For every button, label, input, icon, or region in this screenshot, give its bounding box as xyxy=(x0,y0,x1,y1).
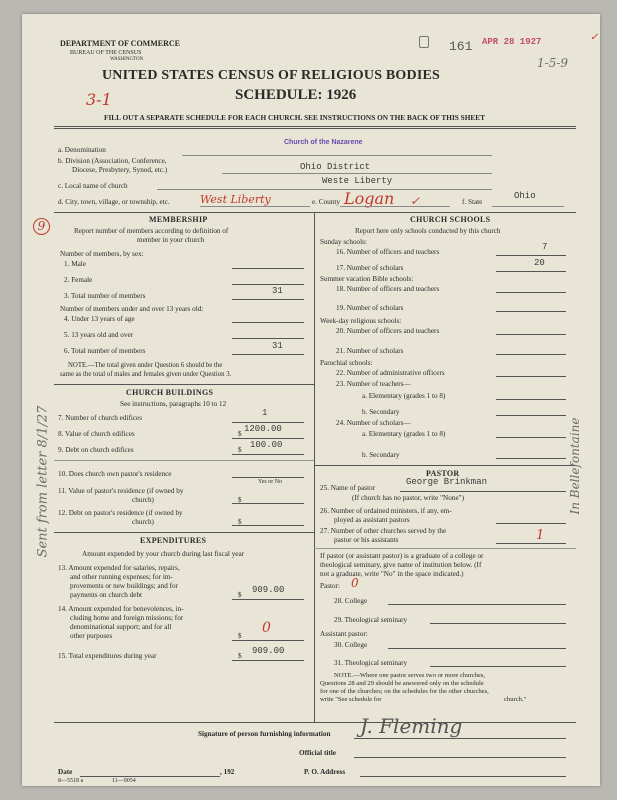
edifices-label: 7. Number of church edifices xyxy=(58,414,143,422)
division-label-2: Diocese, Presbytery, Synod, etc.) xyxy=(72,166,168,174)
division-value: Ohio District xyxy=(300,162,371,172)
benevolences-label-3: denominational support; and for all xyxy=(70,623,172,631)
red-code: 3-1 xyxy=(86,90,112,109)
pastor-name-line xyxy=(400,491,566,492)
residence-value-line xyxy=(232,503,304,504)
yes-no-hint: Yes or No xyxy=(258,479,283,485)
denomination-value: Church of the Nazarene xyxy=(284,139,363,146)
pastor-note-4b: church." xyxy=(504,696,527,703)
asst-college-line xyxy=(388,648,566,649)
residence-debt-label: 12. Debt on pastor's residence (if owned by xyxy=(58,509,183,517)
under13-line xyxy=(232,322,304,323)
running-expenses-amount: 909.00 xyxy=(252,585,285,595)
expenditures-divider xyxy=(54,532,314,533)
graduate-text: If pastor (or assistant pastor) is a graduate of a college or xyxy=(320,552,484,560)
city-value: West Liberty xyxy=(200,193,271,206)
dollar-sign-12: $ xyxy=(238,518,242,526)
residence-divider xyxy=(54,460,314,461)
sunday-scholars-label: 17. Number of scholars xyxy=(336,264,404,272)
print-number: 11—9054 xyxy=(112,778,136,784)
by-sex-label: Number of members, by sex: xyxy=(60,250,144,258)
pastor-seminary-line xyxy=(430,623,566,624)
dollar-sign-11: $ xyxy=(238,496,242,504)
date-year: , 192 xyxy=(220,768,235,776)
footer-divider xyxy=(54,722,576,723)
asst-seminary-line xyxy=(430,666,566,667)
scholars-label: 24. Number of scholars— xyxy=(336,419,411,427)
running-expenses-label: 13. Amount expended for salaries, repairs, xyxy=(58,564,180,572)
graduate-text-2: theological seminary, give name of institution below. (If xyxy=(320,561,482,569)
buildings-title: CHURCH BUILDINGS xyxy=(126,388,214,397)
stamp-number: 161 xyxy=(449,39,473,54)
over13-label: 5. 13 years old and over xyxy=(64,331,134,339)
assistants-label-2: ployed as assistant pastors xyxy=(334,516,410,524)
census-schedule-sheet xyxy=(22,14,600,786)
graduate-text-3: not a graduate, write "No" in the space indicated.) xyxy=(320,570,464,578)
circled-number: 9 xyxy=(33,218,50,235)
county-label: e. County xyxy=(312,198,340,206)
form-title: UNITED STATES CENSUS OF RELIGIOUS BODIES xyxy=(102,68,441,83)
state-label: f. State xyxy=(462,198,483,206)
running-expenses-line xyxy=(232,599,304,600)
identity-divider xyxy=(54,212,576,213)
department-name: DEPARTMENT OF COMMERCE xyxy=(60,39,181,48)
denomination-label: a. Denomination xyxy=(58,146,106,154)
graduate-divider xyxy=(314,548,576,549)
clip-mark-icon xyxy=(419,36,429,48)
division-label: b. Division (Association, Conference, xyxy=(58,157,167,165)
sunday-officers-line xyxy=(496,255,566,256)
total-members-6-value: 31 xyxy=(272,341,283,351)
sunday-officers-value: 7 xyxy=(542,242,548,252)
parochial-schools-label: Parochial schools: xyxy=(320,359,373,367)
header-divider-2 xyxy=(54,128,576,129)
expenditures-title: EXPENDITURES xyxy=(140,536,207,545)
male-label: 1. Male xyxy=(64,260,86,268)
instruction-line: FILL OUT A SEPARATE SCHEDULE FOR EACH CHURCH. SEE INSTRUCTIONS ON THE BACK OF THIS SHEET xyxy=(104,113,486,122)
address-label: P. O. Address xyxy=(304,768,346,776)
under13-label: 4. Under 13 years of age xyxy=(64,315,135,323)
residence-value-label: 11. Value of pastor's residence (if owned by xyxy=(58,487,184,495)
female-line xyxy=(232,284,304,285)
right-margin-note: In Bellefontaine xyxy=(568,417,582,515)
membership-intro-2: member in your church xyxy=(137,236,205,244)
other-churches-label: 27. Number of other churches served by the xyxy=(320,527,447,535)
scholars-secondary-label: b. Secondary xyxy=(362,451,400,459)
assistants-line xyxy=(496,523,566,524)
sunday-scholars-line xyxy=(496,271,566,272)
pastor-name-label: 25. Name of pastor xyxy=(320,484,376,492)
total-members-6-line xyxy=(232,354,304,355)
residence-debt-line xyxy=(232,525,304,526)
date-label: Date xyxy=(58,768,73,776)
pastor-note: NOTE.—Where one pastor serves two or more churches, xyxy=(334,672,486,679)
pastor-note-3: for one of the churches; on the schedules for the other churches, xyxy=(320,688,489,695)
admin-officers-label: 22. Number of administrative officers xyxy=(336,369,445,377)
denomination-line xyxy=(182,155,492,156)
teachers-secondary-label: b. Secondary xyxy=(362,408,400,416)
vacation-scholars-line xyxy=(496,311,566,312)
state-line xyxy=(492,206,564,207)
vacation-scholars-label: 19. Number of scholars xyxy=(336,304,404,312)
benevolences-amount: 0 xyxy=(262,620,271,636)
benevolences-line xyxy=(232,640,304,641)
bureau-name: BUREAU OF THE CENSUS xyxy=(70,50,142,56)
vacation-officers-line xyxy=(496,292,566,293)
age-label: Number of members under and over 13 years old: xyxy=(60,305,204,313)
local-name-line xyxy=(157,189,492,190)
pastor-grad-label: Pastor: xyxy=(320,582,340,590)
pencil-code: 1-5-9 xyxy=(537,56,569,70)
benevolences-label: 14. Amount expended for benevolences, in- xyxy=(58,605,184,613)
total-expenditures-amount: 909.00 xyxy=(252,646,285,656)
pastor-title: PASTOR xyxy=(426,469,460,478)
form-number: 8—5518 a xyxy=(58,778,84,784)
signature-value: J. Fleming xyxy=(360,714,463,738)
check-mark-icon: ✓ xyxy=(410,194,421,208)
expenditures-sub: Amount expended by your church during last fiscal year xyxy=(82,550,245,558)
edifice-debt-label: 9. Debt on church edifices xyxy=(58,446,134,454)
admin-officers-line xyxy=(496,376,566,377)
membership-note-2: same as the total of males and females given under Question 3. xyxy=(60,371,232,378)
weekday-officers-label: 20. Number of officers and teachers xyxy=(336,327,440,335)
pastor-name-note: (If church has no pastor, write "None") xyxy=(352,494,464,502)
asst-college-label: 30. College xyxy=(334,641,368,649)
pastor-grad-value: 0 xyxy=(351,576,359,590)
dollar-sign-8: $ xyxy=(238,430,242,438)
scholars-elementary-line xyxy=(496,437,566,438)
dollar-sign-13: $ xyxy=(238,591,242,599)
dollar-sign-9: $ xyxy=(238,446,242,454)
teachers-secondary-line xyxy=(496,415,566,416)
dollar-sign-15: $ xyxy=(238,652,242,660)
scholars-elementary-label: a. Elementary (grades 1 to 8) xyxy=(362,430,446,438)
over13-line xyxy=(232,338,304,339)
other-churches-label-2: pastor or his assistants xyxy=(334,536,399,544)
running-expenses-label-4: payments on church debt xyxy=(70,591,143,599)
other-churches-line xyxy=(496,543,566,544)
edifice-debt-amount: 100.00 xyxy=(250,440,283,450)
schools-intro: Report here only schools conducted by this church xyxy=(355,227,501,235)
other-churches-value: 1 xyxy=(536,528,545,543)
running-expenses-label-3: provements or new buildings; and for xyxy=(70,582,178,590)
benevolences-label-4: other purposes xyxy=(70,632,113,640)
residence-own-label: 10. Does church own pastor's residence xyxy=(58,470,172,478)
edifice-value-label: 8. Value of church edifices xyxy=(58,430,135,438)
total-expenditures-line xyxy=(232,660,304,661)
benevolences-label-2: cluding home and foreign missions; for xyxy=(70,614,184,622)
membership-title: MEMBERSHIP xyxy=(149,215,208,224)
pastor-seminary-label: 29. Theological seminary xyxy=(334,616,408,624)
teachers-label: 23. Number of teachers— xyxy=(336,380,411,388)
local-name-label: c. Local name of church xyxy=(58,182,128,190)
official-title-label: Official title xyxy=(299,749,336,757)
official-title-line xyxy=(354,757,566,758)
pastor-note-2: Questions 28 and 29 should be answered only on the schedule xyxy=(320,680,484,687)
pastor-note-4: write "See schedule for xyxy=(320,696,382,703)
male-line xyxy=(232,268,304,269)
edifice-value-amount: 1200.00 xyxy=(244,424,282,434)
buildings-sub: See instructions, paragraphs 10 to 12 xyxy=(120,400,227,408)
pastor-college-label: 28. College xyxy=(334,597,368,605)
asst-seminary-label: 31. Theological seminary xyxy=(334,659,408,667)
sunday-schools-label: Sunday schools: xyxy=(320,238,367,246)
residence-own-line xyxy=(232,477,304,478)
local-name-value: Weste Liberty xyxy=(322,176,393,186)
running-expenses-label-2: and other running expenses; for im- xyxy=(70,573,173,581)
total-members-value: 31 xyxy=(272,286,283,296)
total-expenditures-label: 15. Total expenditures during year xyxy=(58,652,157,660)
female-label: 2. Female xyxy=(64,276,93,284)
vacation-schools-label: Summer vacation Bible schools: xyxy=(320,275,414,283)
total-members-label: 3. Total number of members xyxy=(64,292,146,300)
column-divider xyxy=(314,212,315,722)
scholars-secondary-line xyxy=(496,458,566,459)
edifices-value: 1 xyxy=(262,408,268,418)
division-line xyxy=(222,173,492,174)
dollar-sign-14: $ xyxy=(238,632,242,640)
address-line xyxy=(360,776,566,777)
edifice-debt-line xyxy=(232,454,304,455)
pastor-divider xyxy=(314,465,576,466)
city-line xyxy=(200,206,310,207)
received-stamp: APR 28 1927 xyxy=(482,37,542,47)
total-members-line xyxy=(232,299,304,300)
edifices-line xyxy=(232,422,304,423)
sunday-officers-label: 16. Number of officers and teachers xyxy=(336,248,440,256)
vacation-officers-label: 18. Number of officers and teachers xyxy=(336,285,440,293)
weekday-schools-label: Week-day religious schools: xyxy=(320,317,402,325)
sunday-scholars-value: 20 xyxy=(534,258,545,268)
asst-pastor-label: Assistant pastor: xyxy=(320,630,368,638)
membership-intro: Report number of members according to definition of xyxy=(74,227,229,235)
schedule-title: SCHEDULE: 1926 xyxy=(235,87,357,103)
assistants-label: 26. Number of ordained ministers, if any, em- xyxy=(320,507,452,515)
weekday-officers-line xyxy=(496,334,566,335)
city-label: d. City, town, village, or township, etc. xyxy=(58,198,170,206)
date-line xyxy=(80,776,220,777)
city-name: WASHINGTON xyxy=(110,57,144,62)
pastor-college-line xyxy=(388,604,566,605)
edifice-value-line xyxy=(232,438,304,439)
signature-label: Signature of person furnishing information xyxy=(198,730,331,738)
teachers-elementary-line xyxy=(496,399,566,400)
buildings-divider xyxy=(54,384,314,385)
teachers-elementary-label: a. Elementary (grades 1 to 8) xyxy=(362,392,446,400)
membership-note: NOTE.—The total given under Question 6 should be the xyxy=(68,362,223,369)
header-divider xyxy=(54,126,576,127)
pastor-name-value: George Brinkman xyxy=(406,477,488,487)
weekday-scholars-line xyxy=(496,354,566,355)
total-members-6-label: 6. Total number of members xyxy=(64,347,146,355)
county-value: Logan xyxy=(344,189,395,208)
county-line xyxy=(340,206,450,207)
weekday-scholars-label: 21. Number of scholars xyxy=(336,347,404,355)
stamp-check-icon: ✓ xyxy=(590,32,599,43)
signature-line xyxy=(354,738,566,739)
state-value: Ohio xyxy=(514,191,536,201)
left-margin-note: Sent from letter 8/1/27 xyxy=(35,405,51,558)
residence-debt-label-2: church) xyxy=(132,518,154,526)
schools-title: CHURCH SCHOOLS xyxy=(410,215,491,224)
residence-value-label-2: church) xyxy=(132,496,154,504)
